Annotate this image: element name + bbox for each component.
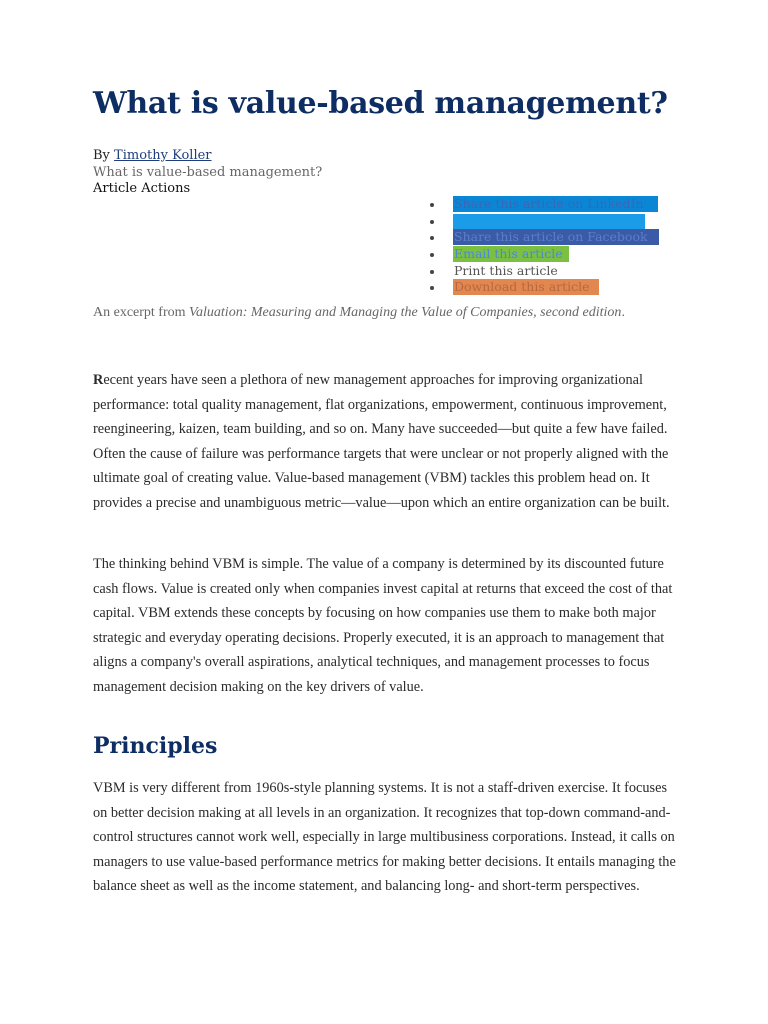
drop-cap: R <box>93 372 104 388</box>
byline <box>93 147 212 164</box>
excerpt-note <box>93 304 625 322</box>
body-paragraph-3: VBM is very different from 1960s-style planning systems. It is not a staff-driven exercise. It focuses on better decision making at all levels in an organization. It recognizes that top-down command-and-control structures cannot work well, especially in large multibusiness corporations. Instead, it calls on managers to use value-based performance metrics for making better decisions. It entails managing the balance sheet as well as the income statement, and balancing long- and short-term perspectives. <box>93 780 676 894</box>
email-article-button[interactable]: Email this article <box>453 246 569 262</box>
action-item <box>428 196 659 213</box>
byline-prefix: By <box>93 148 110 163</box>
author-link[interactable]: Timothy Koller <box>114 148 212 163</box>
excerpt-book-title: Valuation: Measuring and Managing the Value of Companies, second edition <box>189 305 622 320</box>
download-article-button[interactable]: Download this article <box>453 279 599 295</box>
article-actions-list <box>428 196 659 296</box>
share-twitter-button[interactable] <box>453 214 645 229</box>
excerpt-prefix: An excerpt from <box>93 305 186 320</box>
action-item <box>428 213 659 230</box>
article-subtitle: What is value-based management? <box>93 165 323 180</box>
share-linkedin-button[interactable]: Share this article on LinkedIn <box>453 196 658 212</box>
page-title: What is value-based management? <box>93 86 668 121</box>
body-paragraph-1 <box>93 368 683 515</box>
paragraph-text: ecent years have seen a plethora of new management approaches for improving organizational performance: total quality management, flat organizations, empowerment, continuous improvement, reengineering, kaizen, team building, and so on. Many have succeeded—but quite a few have failed. Often the cause of failure was performance targets that were unclear or not properly aligned with the ultimate goal of creating value. Value-based management (VBM) tackles this problem head on. It provides a precise and unambiguous metric—value—upon which an entire organization can be built. <box>93 372 670 511</box>
action-item <box>428 279 659 296</box>
print-article-button[interactable]: Print this article <box>454 262 558 278</box>
action-item <box>428 229 659 246</box>
section-heading: Principles <box>93 733 218 759</box>
share-facebook-button[interactable]: Share this article on Facebook <box>453 229 659 245</box>
article-actions-label: Article Actions <box>93 181 191 196</box>
body-paragraph-2: The thinking behind VBM is simple. The value of a company is determined by its discounted future cash flows. Value is created only when companies invest capital at returns that exceed the cost of that capital. VBM extends these concepts by focusing on how companies use them to make both major strategic and everyday operating decisions. Properly executed, it is an approach to management that aligns a company's overall aspirations, analytical techniques, and management processes to focus management decision making on the key drivers of value. <box>93 556 673 695</box>
excerpt-suffix: . <box>621 305 625 320</box>
action-item <box>428 246 659 263</box>
action-item <box>428 263 659 280</box>
